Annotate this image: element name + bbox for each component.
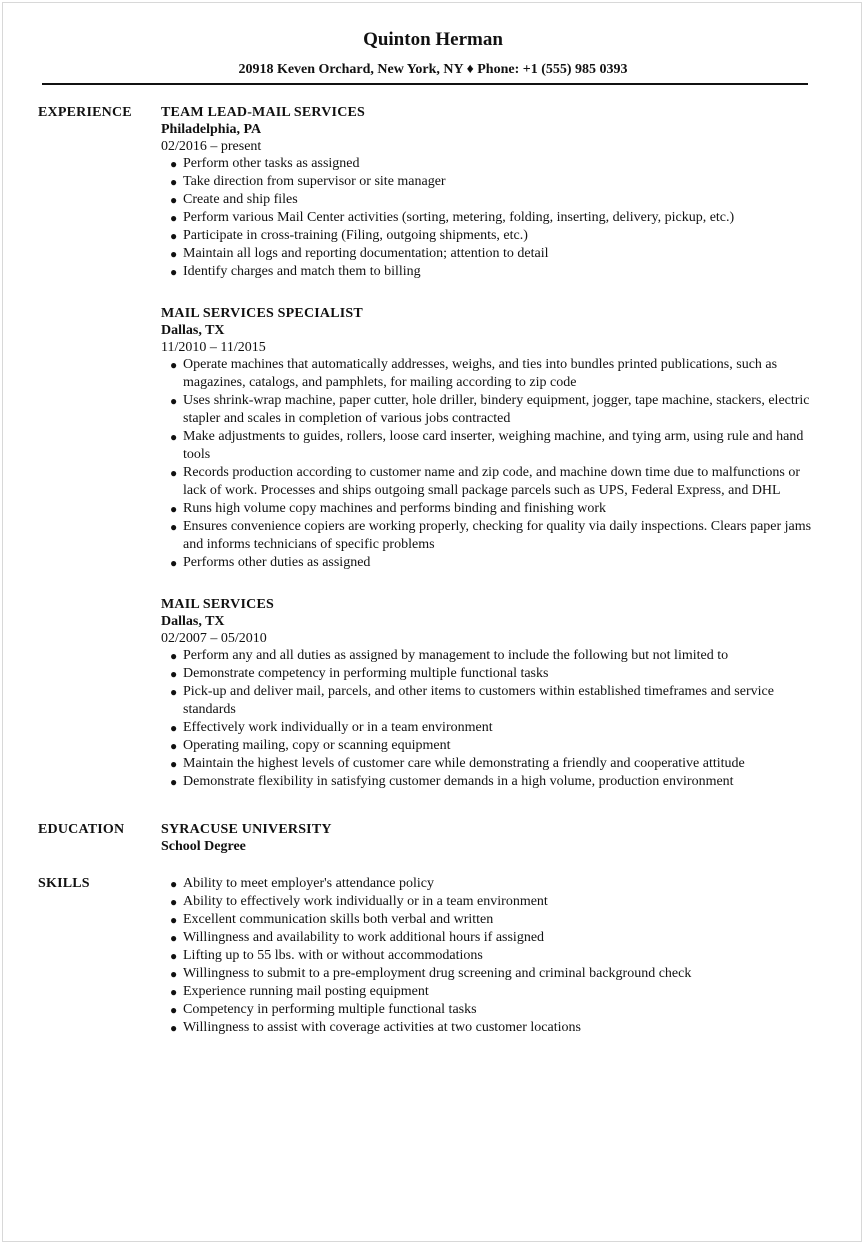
job-duties xyxy=(161,356,826,572)
bullet-icon: ● xyxy=(170,967,178,981)
job-title: MAIL SERVICES xyxy=(161,597,274,612)
bullet-icon: ● xyxy=(170,466,178,480)
list-item xyxy=(170,392,826,428)
list-item-text: Operate machines that automatically addresses, weighs, and ties into bundles printed publications, such as magazines, catalogs, and pamphlets, for mailing according to zip code xyxy=(183,357,778,390)
list-item xyxy=(170,518,826,554)
list-item xyxy=(170,929,826,947)
list-item xyxy=(170,263,826,281)
job-location: Dallas, TX xyxy=(161,614,225,629)
bullet-icon: ● xyxy=(170,229,178,243)
list-item xyxy=(170,683,826,719)
list-item xyxy=(170,554,826,572)
list-item xyxy=(170,1001,826,1019)
list-item-text: Performs other duties as assigned xyxy=(183,555,371,570)
bullet-icon: ● xyxy=(170,685,178,699)
bullet-icon: ● xyxy=(170,649,178,663)
bullet-icon: ● xyxy=(170,247,178,261)
list-item xyxy=(170,875,826,893)
list-item-text: Ability to effectively work individually or in a team environment xyxy=(183,894,548,909)
list-item-text: Maintain all logs and reporting documentation; attention to detail xyxy=(183,246,549,261)
list-item xyxy=(170,1019,826,1037)
list-item-text: Identify charges and match them to billing xyxy=(183,264,421,279)
bullet-icon: ● xyxy=(170,721,178,735)
list-item xyxy=(170,893,826,911)
address: 20918 Keven Orchard, New York, NY xyxy=(238,62,464,77)
bullet-icon: ● xyxy=(170,556,178,570)
bullet-icon: ● xyxy=(170,775,178,789)
resume-header xyxy=(0,0,866,85)
list-item-text: Perform other tasks as assigned xyxy=(183,156,360,171)
list-item-text: Willingness to assist with coverage activities at two customer locations xyxy=(183,1020,581,1035)
skill-items xyxy=(161,875,826,1037)
list-item-text: Competency in performing multiple functional tasks xyxy=(183,1002,477,1017)
list-item-text: Willingness to submit to a pre-employment drug screening and criminal background check xyxy=(183,966,692,981)
list-item xyxy=(170,665,826,683)
bullet-icon: ● xyxy=(170,667,178,681)
list-item-text: Excellent communication skills both verbal and written xyxy=(183,912,494,927)
list-item xyxy=(170,911,826,929)
bullet-icon: ● xyxy=(170,358,178,372)
list-item-text: Create and ship files xyxy=(183,192,298,207)
candidate-name: Quinton Herman xyxy=(363,29,503,50)
separator-diamond-icon: ♦ xyxy=(466,62,474,77)
bullet-icon: ● xyxy=(170,211,178,225)
phone: Phone: +1 (555) 985 0393 xyxy=(477,62,628,77)
bullet-icon: ● xyxy=(170,949,178,963)
list-item-text: Willingness and availability to work additional hours if assigned xyxy=(183,930,545,945)
bullet-icon: ● xyxy=(170,895,178,909)
job-dates: 02/2016 – present xyxy=(161,139,262,154)
bullet-icon: ● xyxy=(170,757,178,771)
job-entry xyxy=(161,104,826,281)
list-item xyxy=(170,737,826,755)
list-item xyxy=(170,227,826,245)
list-item xyxy=(170,983,826,1001)
list-item-text: Ensures convenience copiers are working properly, checking for quality via daily inspections. Clears paper jams and informs technicians of specific problems xyxy=(183,519,812,552)
list-item-text: Uses shrink-wrap machine, paper cutter, hole driller, bindery equipment, jogger, tape machine, stackers, electric stapler and scales in completion of various jobs contracted xyxy=(183,393,810,426)
list-item xyxy=(170,647,826,665)
bullet-icon: ● xyxy=(170,520,178,534)
job-dates: 02/2007 – 05/2010 xyxy=(161,631,267,646)
list-item-text: Perform various Mail Center activities (sorting, metering, folding, inserting, delivery, pickup, etc.) xyxy=(183,210,735,225)
list-item xyxy=(170,173,826,191)
bullet-icon: ● xyxy=(170,1003,178,1017)
bullet-icon: ● xyxy=(170,157,178,171)
list-item xyxy=(170,965,826,983)
list-item xyxy=(170,191,826,209)
list-item xyxy=(170,464,826,500)
list-item xyxy=(170,500,826,518)
bullet-icon: ● xyxy=(170,430,178,444)
job-dates: 11/2010 – 11/2015 xyxy=(161,340,266,355)
skills-list xyxy=(161,875,826,1037)
education-section xyxy=(38,821,826,855)
list-item-text: Runs high volume copy machines and performs binding and finishing work xyxy=(183,501,607,516)
bullet-icon: ● xyxy=(170,175,178,189)
job-title: TEAM LEAD-MAIL SERVICES xyxy=(161,105,366,120)
list-item xyxy=(170,755,826,773)
list-item-text: Maintain the highest levels of customer care while demonstrating a friendly and cooperative attitude xyxy=(183,756,745,771)
bullet-icon: ● xyxy=(170,913,178,927)
job-title: MAIL SERVICES SPECIALIST xyxy=(161,306,363,321)
list-item-text: Experience running mail posting equipment xyxy=(183,984,429,999)
list-item-text: Records production according to customer name and zip code, and machine down time due to malfunctions or lack of work. Processes and ships outgoing small package parcels such as UPS, Federal Express, and DHL xyxy=(183,465,800,498)
list-item-text: Make adjustments to guides, rollers, loose card inserter, weighing machine, and tying arm, using rule and hand tools xyxy=(183,429,804,462)
section-title-skills: SKILLS xyxy=(38,876,90,891)
list-item xyxy=(170,428,826,464)
list-item-text: Take direction from supervisor or site manager xyxy=(183,174,446,189)
job-entry xyxy=(161,305,826,572)
job-entry xyxy=(161,596,826,791)
header-divider xyxy=(42,83,808,85)
experience-section xyxy=(38,104,826,791)
list-item-text: Lifting up to 55 lbs. with or without accommodations xyxy=(183,948,483,963)
list-item xyxy=(170,719,826,737)
bullet-icon: ● xyxy=(170,877,178,891)
section-title-education: EDUCATION xyxy=(38,822,125,837)
list-item-text: Pick-up and deliver mail, parcels, and other items to customers within established timeframes and service standards xyxy=(183,684,774,717)
bullet-icon: ● xyxy=(170,193,178,207)
bullet-icon: ● xyxy=(170,931,178,945)
list-item xyxy=(170,947,826,965)
list-item-text: Operating mailing, copy or scanning equipment xyxy=(183,738,451,753)
list-item xyxy=(170,773,826,791)
list-item xyxy=(170,356,826,392)
experience-list xyxy=(161,104,826,791)
job-duties xyxy=(161,647,826,791)
list-item-text: Perform any and all duties as assigned by management to include the following but not limited to xyxy=(183,648,729,663)
list-item-text: Demonstrate competency in performing multiple functional tasks xyxy=(183,666,549,681)
job-location: Philadelphia, PA xyxy=(161,122,262,137)
bullet-icon: ● xyxy=(170,265,178,279)
contact-line xyxy=(0,61,866,78)
list-item xyxy=(170,245,826,263)
list-item-text: Demonstrate flexibility in satisfying customer demands in a high volume, production environment xyxy=(183,774,734,789)
degree: School Degree xyxy=(161,839,246,854)
education-entry xyxy=(161,821,826,855)
list-item xyxy=(170,155,826,173)
bullet-icon: ● xyxy=(170,985,178,999)
section-title-experience: EXPERIENCE xyxy=(38,105,132,120)
skills-section xyxy=(38,875,826,1037)
list-item xyxy=(170,209,826,227)
bullet-icon: ● xyxy=(170,394,178,408)
job-location: Dallas, TX xyxy=(161,323,225,338)
bullet-icon: ● xyxy=(170,1021,178,1035)
list-item-text: Ability to meet employer's attendance policy xyxy=(183,876,434,891)
bullet-icon: ● xyxy=(170,739,178,753)
list-item-text: Effectively work individually or in a team environment xyxy=(183,720,493,735)
job-duties xyxy=(161,155,826,281)
list-item-text: Participate in cross-training (Filing, outgoing shipments, etc.) xyxy=(183,228,528,243)
school-name: SYRACUSE UNIVERSITY xyxy=(161,822,332,837)
bullet-icon: ● xyxy=(170,502,178,516)
